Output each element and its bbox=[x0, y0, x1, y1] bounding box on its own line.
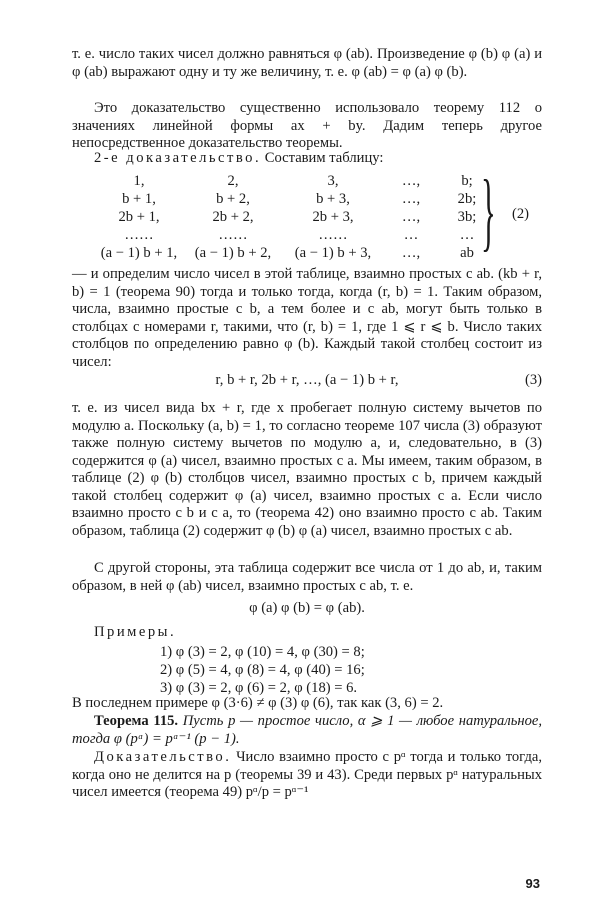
equation-3-label: (3) bbox=[524, 372, 542, 388]
table-2-cell: …… bbox=[218, 226, 248, 243]
table-2-cell: …… bbox=[318, 226, 348, 243]
table-2-cell: …, bbox=[401, 172, 421, 189]
table-2-cell: 1, bbox=[133, 172, 145, 189]
table-2-grid bbox=[95, 172, 495, 262]
table-2-cell: 2b; bbox=[457, 190, 477, 207]
table-2-cell: 3, bbox=[327, 172, 339, 189]
proof-2-intro: Составим таблицу: bbox=[264, 150, 384, 166]
theorem-label: Теорема 115. bbox=[94, 713, 179, 729]
theorem-115 bbox=[72, 713, 542, 748]
paragraph-5: С другой стороны, эта таблица содержит все числа от 1 до ab, и, таким образом, в ней φ (ab) чисел, взаимно простых с ab, т. е. bbox=[72, 560, 542, 594]
examples-list bbox=[160, 643, 365, 697]
table-2-cell: …, bbox=[401, 244, 421, 261]
table-2-cell: …… bbox=[124, 226, 154, 243]
table-2-cell: 2, bbox=[227, 172, 239, 189]
equation-final: φ (a) φ (b) = φ (ab). bbox=[249, 600, 365, 616]
table-2-row bbox=[95, 190, 495, 208]
table-2-cell: b + 1, bbox=[122, 190, 156, 207]
table-2-brace: } bbox=[481, 163, 496, 260]
table-2-cell: …, bbox=[401, 190, 421, 207]
table-2-cell: b; bbox=[461, 172, 473, 189]
table-2-label: (2) bbox=[512, 206, 530, 222]
table-2-cell: b + 2, bbox=[216, 190, 250, 207]
page-number: 93 bbox=[525, 876, 540, 891]
proof-2-label: 2-е доказательство. bbox=[94, 150, 262, 166]
table-2-cell: 2b + 1, bbox=[118, 208, 160, 225]
proof-body: Число взаимно просто с pᵅ тогда и только тогда, когда оно не делится на p (теоремы 39 и 43). Среди первых pᵅ натуральных чисел имеется (теорема 49) pᵅ/p = pᵅ⁻¹ bbox=[72, 749, 542, 800]
table-2-row bbox=[95, 244, 495, 262]
table-2-cell: (a − 1) b + 2, bbox=[194, 244, 272, 261]
proof-label: Доказательство. bbox=[94, 749, 232, 765]
example-1: 1) φ (3) = 2, φ (10) = 4, φ (30) = 8; bbox=[160, 644, 365, 660]
table-2-cell: ab bbox=[460, 244, 474, 261]
table-2-cell: … bbox=[403, 226, 419, 243]
table-2-cell: 2b + 2, bbox=[212, 208, 254, 225]
table-2-cell: 2b + 3, bbox=[312, 208, 354, 225]
table-2-cell: (a − 1) b + 1, bbox=[100, 244, 178, 261]
paragraph-6: В последнем примере φ (3·6) ≠ φ (3) φ (6), так как (3, 6) = 2. bbox=[72, 695, 444, 711]
example-2: 2) φ (5) = 4, φ (8) = 4, φ (40) = 16; bbox=[160, 662, 365, 678]
table-2-cell: (a − 1) b + 3, bbox=[294, 244, 372, 261]
paragraph-4: т. е. из чисел вида bx + r, где x пробегает полную систему вычетов по модулю a. Поскольку (a, b) = 1, то согласно теореме 107 числа (3) образуют также полную систему вычетов по модулю a, и, следовательно, в (3) содержится φ (a) чисел, взаимно простых с a. Мы имеем, таким образом, в таблице (2) φ (b) столбцов чисел, взаимно простых с b, причем каждый такой столбец содержит φ (a) чисел, взаимно простых с a. Если число взаимно просто с b и с a, то (теорема 42) оно взаимно просто с ab. Таким образом, таблица (2) содержит φ (b) φ (a) чисел, взаимно простых с ab. bbox=[72, 400, 542, 539]
table-2-cell: b + 3, bbox=[316, 190, 350, 207]
paragraph-3: — и определим число чисел в этой таблице, взаимно простых с ab. (kb + r, b) = 1 (теорема 90) тогда и только тогда, когда (r, b) = 1. Таким образом, числа, взаимно простые с b, а тем более и с ab, могут быть только в столбцах с номерами r, такими, что (r, b) = 1, где 1 ⩽ r ⩽ b. Число таких столбцов по определению равно φ (b). Каждый такой столбец состоит из чисел: bbox=[72, 266, 542, 370]
proof-2-heading bbox=[72, 150, 542, 168]
examples-heading: Примеры. bbox=[94, 624, 177, 640]
example-3: 3) φ (3) = 2, φ (6) = 2, φ (18) = 6. bbox=[160, 680, 358, 696]
table-2-cell: …, bbox=[401, 208, 421, 225]
table-2-cell: 3b; bbox=[457, 208, 477, 225]
table-2-row bbox=[95, 208, 495, 226]
equation-3 bbox=[72, 372, 542, 390]
paragraph-1: т. е. число таких чисел должно равняться φ (ab). Произведение φ (b) φ (a) и φ (ab) выражают одну и ту же величину, т. е. φ (ab) = φ (a) φ (b). bbox=[72, 46, 542, 80]
table-2-row bbox=[95, 172, 495, 190]
table-2-row bbox=[95, 226, 495, 244]
equation-3-body: r, b + r, 2b + r, …, (a − 1) b + r, bbox=[215, 372, 399, 388]
theorem-statement: Пусть p — простое число, α ⩾ 1 — любое натуральное, тогда φ (pᵅ) = pᵅ⁻¹ (p − 1). bbox=[72, 713, 542, 747]
proof-paragraph bbox=[72, 749, 542, 802]
table-2 bbox=[95, 172, 495, 262]
paragraph-2: Это доказательство существенно использовало теорему 112 о значениях линейной формы ax + by. Дадим теперь другое непосредственное доказательство теоремы. bbox=[72, 100, 542, 151]
table-2-cell: … bbox=[459, 226, 475, 243]
